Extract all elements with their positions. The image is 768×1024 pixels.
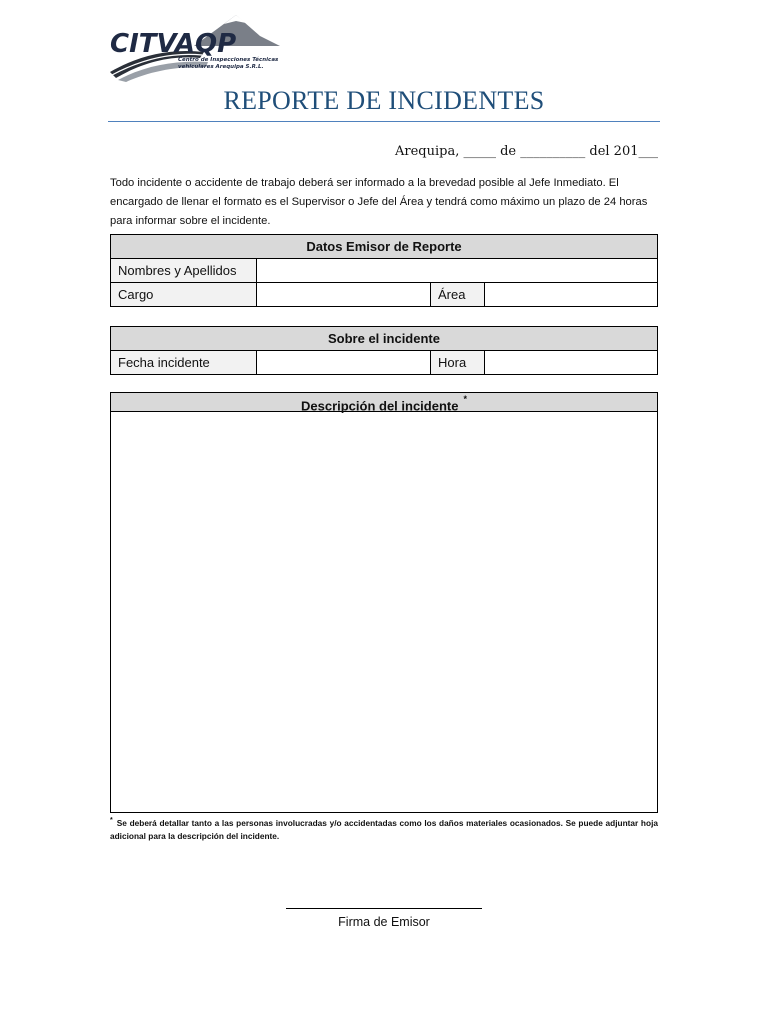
descripcion-header-label: Descripción del incidente: [300, 398, 459, 414]
incidente-header: Sobre el incidente: [111, 327, 658, 351]
title-divider: [108, 121, 660, 122]
descripcion-field[interactable]: [111, 412, 657, 812]
area-label: Área: [431, 283, 485, 307]
logo-subtitle-line: Centro de Inspecciones Técnicas: [178, 57, 279, 63]
cargo-field[interactable]: [257, 283, 431, 307]
emisor-table: [110, 234, 658, 307]
signature-line[interactable]: [286, 908, 482, 909]
hora-field[interactable]: [485, 351, 658, 375]
logo-subtitle: [178, 57, 278, 70]
descripcion-box: [110, 392, 658, 813]
footnote: [110, 814, 658, 843]
descripcion-header: [111, 393, 657, 412]
descripcion-asterisk: *: [463, 394, 467, 404]
footnote-text: Se deberá detallar tanto a las personas involucradas y/o accidentadas como los daños materiales ocasionados. Se puede adjuntar hoja adicional para la descripción del incidente.: [110, 817, 658, 841]
signature-label: Firma de Emisor: [338, 915, 430, 929]
hora-label: Hora: [431, 351, 485, 375]
mountain-road-logo-icon: [108, 12, 284, 82]
incidente-table: [110, 326, 658, 375]
nombres-label: Nombres y Apellidos: [111, 259, 257, 283]
logo-subtitle-line: vehiculares Arequipa S.R.L.: [178, 63, 264, 70]
fecha-label: Fecha incidente: [111, 351, 257, 375]
page-title: REPORTE DE INCIDENTES: [223, 86, 545, 115]
fecha-field[interactable]: [257, 351, 431, 375]
nombres-field[interactable]: [257, 259, 658, 283]
date-line[interactable]: Arequipa, _____ de __________ del 201___: [394, 144, 658, 159]
area-field[interactable]: [485, 283, 658, 307]
emisor-header: Datos Emisor de Reporte: [111, 235, 658, 259]
intro-paragraph: Todo incidente o accidente de trabajo deberá ser informado a la brevedad posible al Jefe Inmediato. El encargado de llenar el formato es el Supervisor o Jefe del Área y tendrá como máximo un plazo de 24 horas para informar sobre el incidente.: [110, 177, 648, 227]
footnote-asterisk: *: [110, 817, 113, 824]
cargo-label: Cargo: [111, 283, 257, 307]
logo-wordmark: CITVAQP: [110, 29, 237, 59]
company-logo: [108, 12, 284, 82]
